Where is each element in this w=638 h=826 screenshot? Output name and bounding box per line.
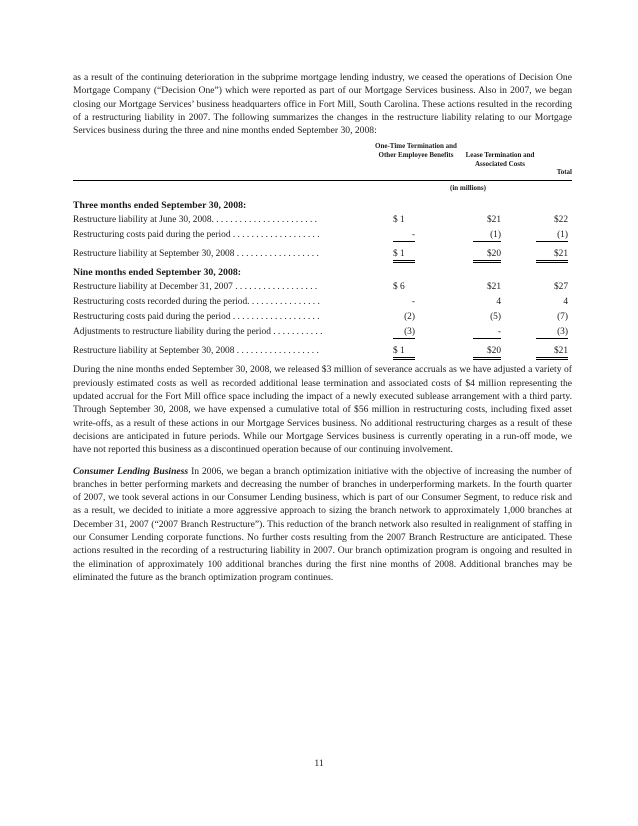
cell-benefits: (3) (393, 326, 415, 339)
section-title-nine-months: Nine months ended September 30, 2008: (73, 267, 242, 279)
row-label: Restructuring costs paid during the period . . . . . . . . . . . . . . . . . . . (73, 230, 320, 241)
row-label: Restructuring costs paid during the period . . . . . . . . . . . . . . . . . . . (73, 312, 320, 323)
cell-benefits: - (411, 297, 415, 308)
intro-paragraph: as a result of the continuing deterioration in the subprime mortgage lending industry, we ceased the operations of Decision One Mortgage Company (“Decision One”) which were reported as part of our Mortgage Services business. Also in 2007, we began closing our Mortgage Services’ business headquarters office in Fort Mill, South Carolina. These actions resulted in the recording of a restructuring liability in 2007. The following summarizes the changes in the restructure liability relating to our Mortgage Services business during the three and nine months ended September 30, 2008: (73, 72, 572, 137)
cell-total: (7) (557, 312, 568, 323)
table-row (73, 344, 572, 359)
cell-lease: - (473, 326, 501, 339)
unit-label: (in millions) (450, 184, 486, 193)
consumer-lending-heading: Consumer Lending Business (73, 465, 189, 477)
cell-benefits: $ 6 (393, 282, 405, 293)
row-label: Restructure liability at September 30, 2008 . . . . . . . . . . . . . . . . . . (73, 346, 319, 357)
row-label: Restructure liability at June 30, 2008. . . . . . . . . . . . . . . . . . . . . . . (73, 215, 317, 226)
cell-total: (3) (536, 326, 568, 339)
cell-total: $21 (536, 248, 568, 263)
cell-lease: $20 (473, 345, 501, 360)
table-header (73, 142, 572, 180)
cell-lease: $21 (486, 282, 501, 293)
severance-paragraph: During the nine months ended September 30, 2008, we released $3 million of severance accruals as we have adjusted a variety of previously estimated costs as well as recorded additional lease termination and associated costs of $4 million representing the updated accrual for the Fort Mill office space including the impact of a newly executed sublease arrangement with a third party. Through September 30, 2008, we have expensed a cumulative total of $56 million in restructuring costs, including fixed asset write-offs, as a result of these actions in our Mortgage Services business. No additional restructuring charges as a result of these decisions are anticipated in future periods. While our Mortgage Services business is currently operating in a run-off mode, we have not reported this business as a discontinued operation because of our continuing involvement. (73, 364, 572, 456)
cell-total: 4 (563, 297, 568, 308)
header-rule (73, 180, 572, 181)
table-row (73, 280, 572, 295)
cell-total: (1) (536, 229, 568, 242)
table-row (73, 213, 572, 228)
cell-total: $27 (553, 282, 568, 293)
table-row (73, 310, 572, 325)
cell-benefits: $ 1 (393, 345, 415, 360)
section-title-three-months: Three months ended September 30, 2008: (73, 200, 247, 212)
col-header-termination-benefits: One-Time Termination and Other Employee Benefits (375, 142, 457, 160)
cell-benefits: $ 1 (393, 215, 405, 226)
cell-benefits: - (393, 229, 415, 242)
table-row (73, 247, 572, 262)
cell-total: $21 (536, 345, 568, 360)
cell-lease: (5) (490, 312, 501, 323)
table-row (73, 295, 572, 310)
restructure-liability-table (73, 142, 572, 359)
document-page (73, 71, 572, 584)
consumer-lending-text: In 2006, we began a branch optimization initiative with the objective of increasing the number of branches in better performing markets and decreasing the number of branches in underperforming markets. In the fourth quarter of 2007, we took several actions in our Consumer Lending business, which is part of our Consumer Segment, to reduce risk and as a result, we decided to initiate a more aggressive approach to sizing the branch network to approximately 1,000 branches at December 31, 2007 (“2007 Branch Restructure”). This reduction of the branch network also resulted in realignment of staffing in our Consumer Lending corporate functions. No further costs resulting from the 2007 Branch Restructure are anticipated. These actions resulted in the recording of a restructuring liability in 2007. Our branch optimization program is ongoing and resulted in the elimination of approximately 100 additional branches during the first nine months of 2008. Additional branches may be eliminated the future as the branch optimization program continues. (73, 465, 572, 583)
cell-lease: (1) (473, 229, 501, 242)
consumer-lending-paragraph (73, 465, 572, 585)
table-row (73, 325, 572, 340)
cell-lease: $20 (473, 248, 501, 263)
cell-total: $22 (553, 215, 568, 226)
cell-lease: 4 (496, 297, 501, 308)
col-header-lease-termination: Lease Termination and Associated Costs (465, 151, 535, 169)
cell-benefits: (2) (404, 312, 415, 323)
page-number: 11 (314, 758, 324, 769)
cell-benefits: $ 1 (393, 248, 415, 263)
row-label: Restructuring costs recorded during the period. . . . . . . . . . . . . . . . (73, 297, 320, 308)
row-label: Adjustments to restructure liability during the period . . . . . . . . . . . (73, 327, 323, 338)
row-label: Restructure liability at December 31, 2007 . . . . . . . . . . . . . . . . . . (73, 282, 318, 293)
table-row (73, 228, 572, 243)
row-label: Restructure liability at September 30, 2008 . . . . . . . . . . . . . . . . . . (73, 249, 319, 260)
cell-lease: $21 (486, 215, 501, 226)
col-header-total: Total (556, 168, 572, 177)
